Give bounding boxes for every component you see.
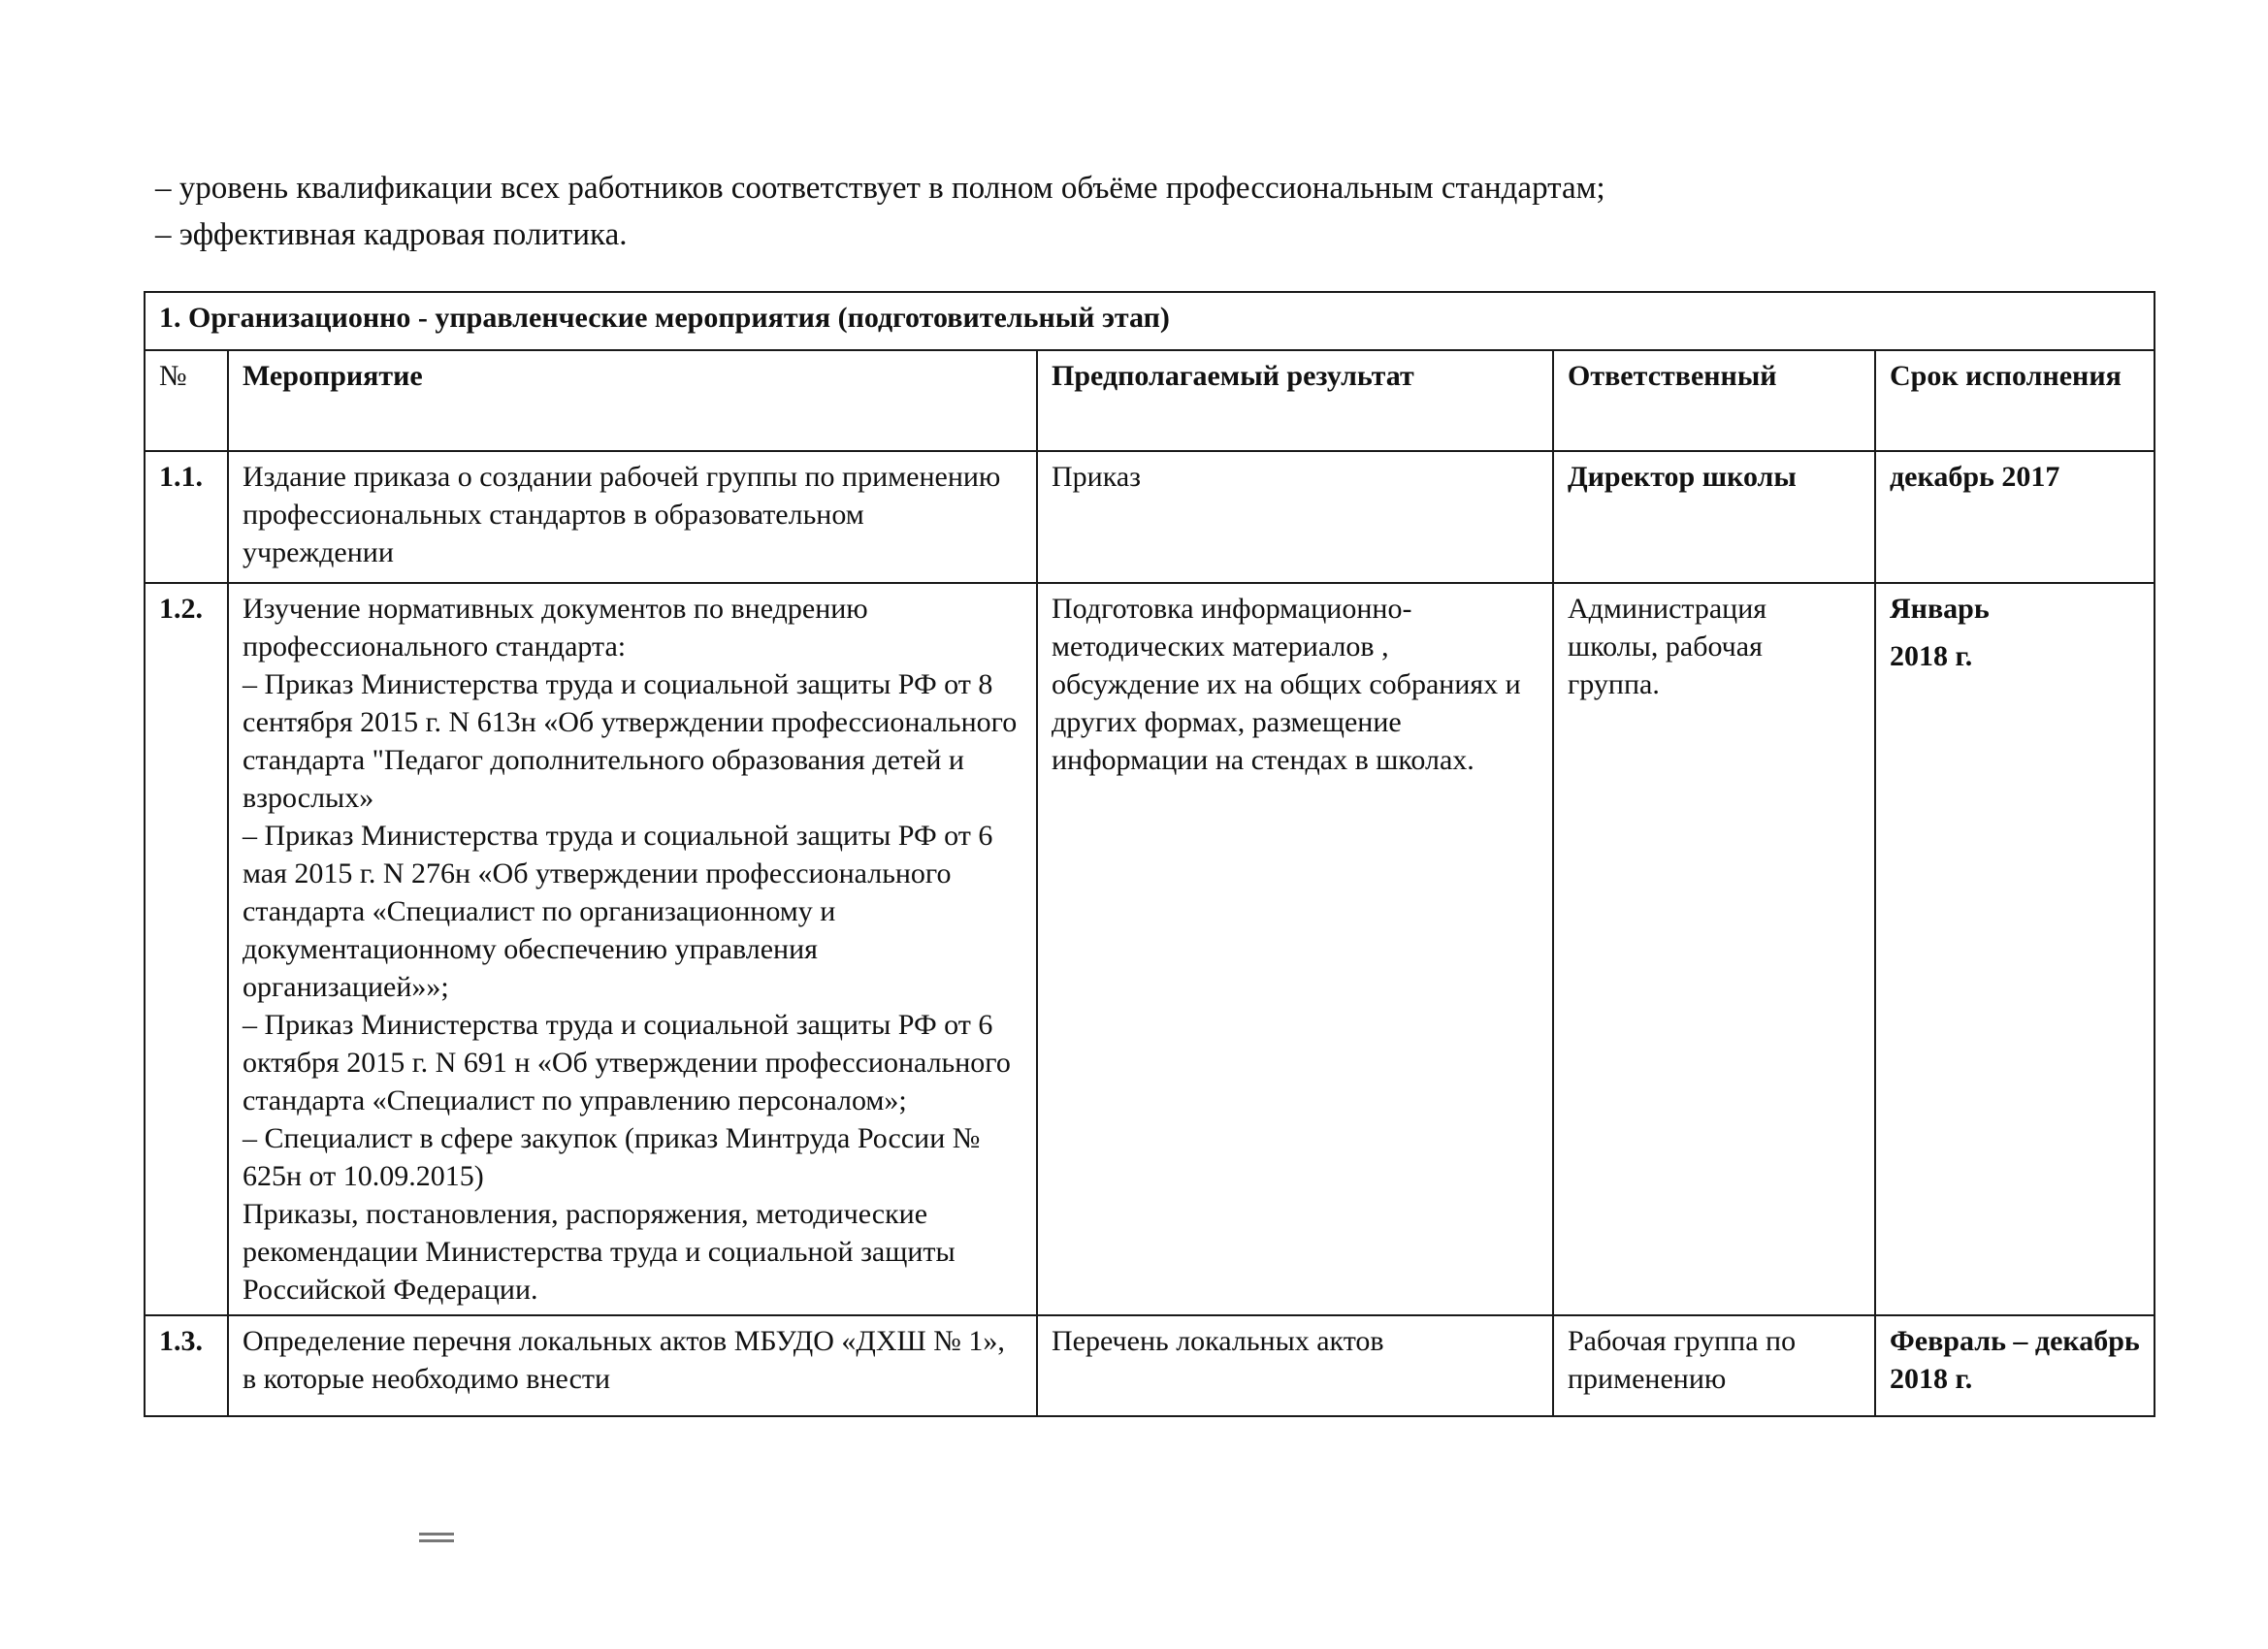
- intro-text: [155, 165, 2144, 258]
- event-intro: Изучение нормативных документов по внедрению профессионального стандарта:: [243, 593, 868, 663]
- header-event: Мероприятие: [228, 350, 1037, 451]
- row-num: 1.2.: [145, 583, 228, 1315]
- row-event: Определение перечня локальных актов МБУДО «ДХШ № 1», в которые необходимо внести: [228, 1315, 1037, 1416]
- row-event: [228, 583, 1037, 1315]
- event-item: – Приказ Министерства труда и социальной защиты РФ от 8 сентября 2015 г. N 613н «Об утверждении профессионального стандарта "Педагог дополнительного образования детей и взрослых»: [243, 668, 1018, 814]
- activities-table: [144, 291, 2155, 1417]
- row-num: 1.1.: [145, 451, 228, 583]
- deadline-month: Январь: [1890, 593, 1990, 625]
- table-row: [145, 451, 2155, 583]
- section-title-row: [145, 292, 2155, 350]
- deadline-year: 2018 г.: [1890, 640, 1973, 672]
- header-num: №: [145, 350, 228, 451]
- scan-artifact-icon: [419, 1533, 454, 1550]
- row-deadline: [1875, 583, 2155, 1315]
- table-row: [145, 583, 2155, 1315]
- intro-line-1: – уровень квалификации всех работников соответствует в полном объёме профессиональным стандартам;: [155, 171, 1605, 206]
- header-deadline: Срок исполнения: [1875, 350, 2155, 451]
- row-responsible: Рабочая группа по применению: [1553, 1315, 1875, 1416]
- row-responsible: Директор школы: [1553, 451, 1875, 583]
- section-title: 1. Организационно - управленческие мероприятия (подготовительный этап): [145, 292, 2155, 350]
- intro-line-2: – эффективная кадровая политика.: [155, 217, 628, 252]
- row-result: Приказ: [1037, 451, 1553, 583]
- header-result: Предполагаемый результат: [1037, 350, 1553, 451]
- event-item: – Приказ Министерства труда и социальной защиты РФ от 6 октября 2015 г. N 691 н «Об утверждении профессионального стандарта «Специалист по управлению персоналом»;: [243, 1009, 1011, 1116]
- header-responsible: Ответственный: [1553, 350, 1875, 451]
- row-result: Подготовка информационно-методических материалов , обсуждение их на общих собраниях и других формах, размещение информации на стендах в школах.: [1037, 583, 1553, 1315]
- row-num: 1.3.: [145, 1315, 228, 1416]
- event-outro: Приказы, постановления, распоряжения, методические рекомендации Министерства труда и социальной защиты Российской Федерации.: [243, 1198, 956, 1306]
- row-deadline: декабрь 2017: [1875, 451, 2155, 583]
- row-event: Издание приказа о создании рабочей группы по применению профессиональных стандартов в образовательном учреждении: [228, 451, 1037, 583]
- table-row: [145, 1315, 2155, 1416]
- row-deadline: Февраль – декабрь 2018 г.: [1875, 1315, 2155, 1416]
- row-responsible: Администрация школы, рабочая группа.: [1553, 583, 1875, 1315]
- event-item: – Приказ Министерства труда и социальной защиты РФ от 6 мая 2015 г. N 276н «Об утверждении профессионального стандарта «Специалист по организационному и документационному обеспечению управления организацией»»;: [243, 820, 993, 1003]
- row-result: Перечень локальных актов: [1037, 1315, 1553, 1416]
- header-row: [145, 350, 2155, 451]
- event-item: – Специалист в сфере закупок (приказ Минтруда России № 625н от 10.09.2015): [243, 1122, 981, 1192]
